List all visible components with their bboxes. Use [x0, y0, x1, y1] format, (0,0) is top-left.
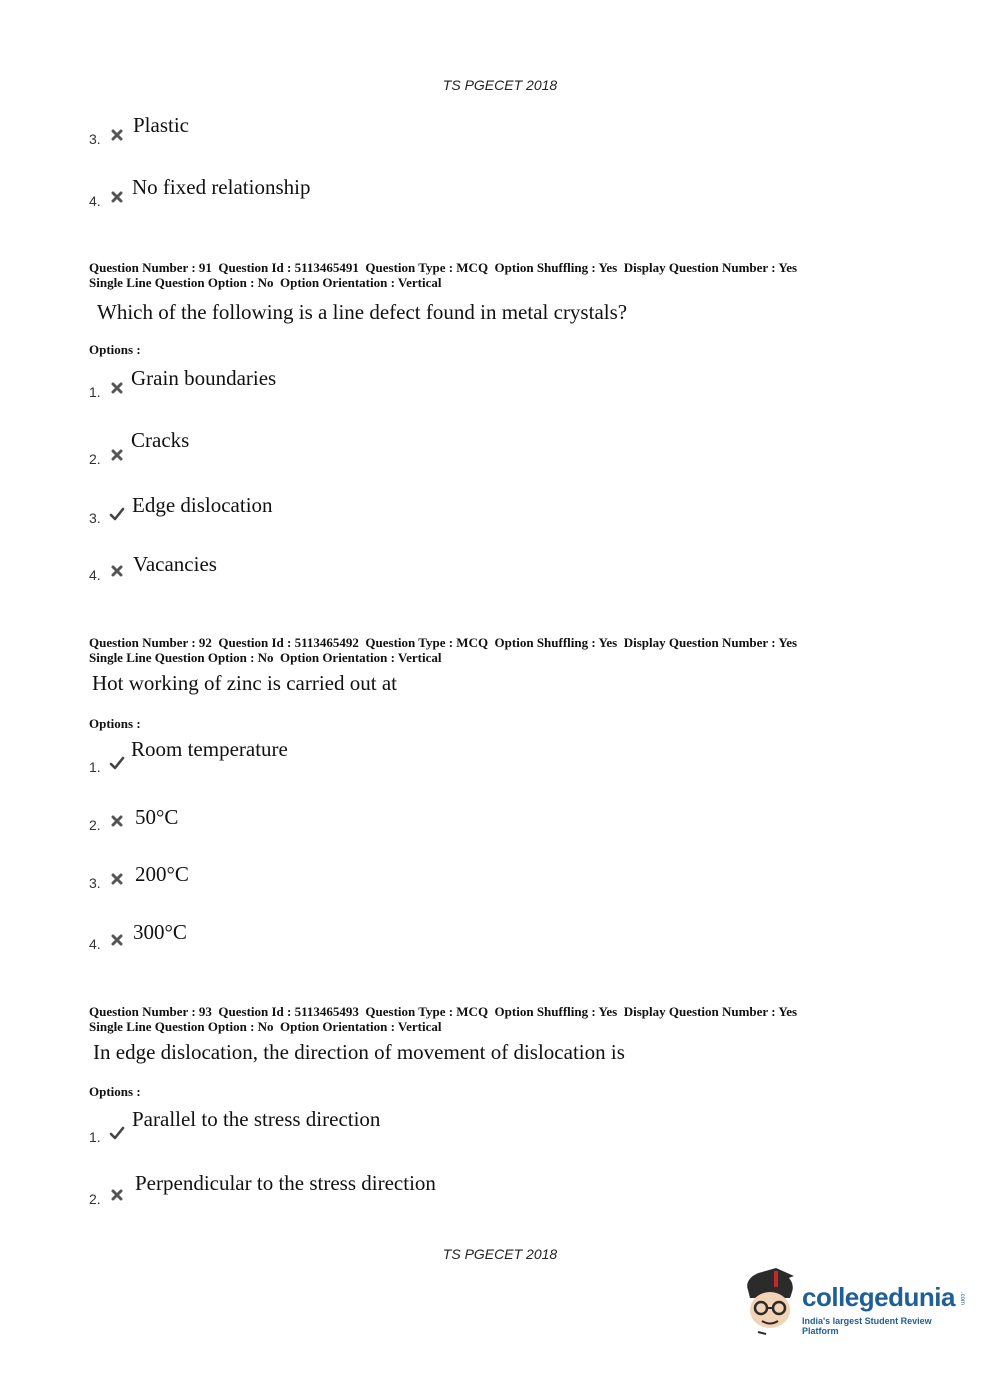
page-header: TS PGECET 2018 [442, 77, 558, 93]
option-item [0, 805, 700, 845]
question-meta-line2: Single Line Question Option : No Option Orientation : Vertical [89, 1019, 442, 1034]
option-text: Edge dislocation [132, 493, 273, 517]
option-number: 3. [89, 131, 101, 147]
question-text: Hot working of zinc is carried out at [92, 671, 397, 695]
option-item [0, 1107, 700, 1147]
cross-icon [109, 127, 125, 143]
option-number: 1. [89, 1129, 101, 1145]
option-text: Grain boundaries [131, 366, 277, 390]
mascot-icon [740, 1268, 802, 1340]
cross-icon [109, 380, 125, 396]
question-meta-line2: Single Line Question Option : No Option Orientation : Vertical [89, 650, 442, 665]
option-text: Parallel to the stress direction [132, 1107, 381, 1131]
option-item [0, 428, 700, 468]
cross-icon [109, 813, 125, 829]
option-text: No fixed relationship [132, 175, 311, 199]
option-number: 2. [89, 451, 101, 467]
logo-suffix: .com [959, 1292, 965, 1306]
question-meta-line1: Question Number : 91 Question Id : 5113465491 Question Type : MCQ Option Shuffling : Yes Display Question Number : Yes [89, 260, 798, 275]
cross-icon [109, 563, 125, 579]
check-icon [109, 506, 125, 522]
option-text: Vacancies [133, 552, 217, 576]
option-number: 2. [89, 817, 101, 833]
option-item [0, 1171, 700, 1211]
option-number: 1. [89, 384, 101, 400]
option-number: 2. [89, 1191, 101, 1207]
options-label: Options : [89, 342, 141, 357]
option-item [0, 737, 700, 777]
option-text: Room temperature [131, 737, 288, 761]
question-meta-line2: Single Line Question Option : No Option Orientation : Vertical [89, 275, 442, 290]
option-text: 300°C [133, 920, 187, 944]
option-number: 4. [89, 567, 101, 583]
option-text: Perpendicular to the stress direction [135, 1171, 436, 1195]
page-footer: TS PGECET 2018 [442, 1246, 558, 1262]
option-text: Cracks [131, 428, 190, 452]
option-text: 200°C [135, 862, 189, 886]
cross-icon [109, 447, 125, 463]
check-icon [109, 1125, 125, 1141]
logo-wordmark: collegedunia [802, 1282, 955, 1312]
question-meta [89, 1004, 797, 1034]
cross-icon [109, 871, 125, 887]
options-label: Options : [89, 716, 141, 731]
option-item [0, 113, 700, 153]
option-number: 3. [89, 875, 101, 891]
option-number: 3. [89, 510, 101, 526]
option-item [0, 366, 700, 406]
cross-icon [109, 1187, 125, 1203]
cross-icon [109, 932, 125, 948]
question-text: Which of the following is a line defect found in metal crystals? [97, 300, 628, 324]
option-item [0, 552, 700, 592]
option-number: 4. [89, 193, 101, 209]
option-item [0, 175, 700, 215]
option-item [0, 862, 700, 902]
collegedunia-logo [740, 1268, 970, 1340]
question-meta [89, 635, 797, 665]
question-meta-line1: Question Number : 92 Question Id : 5113465492 Question Type : MCQ Option Shuffling : Yes Display Question Number : Yes [89, 635, 798, 650]
options-label: Options : [89, 1084, 141, 1099]
option-number: 1. [89, 759, 101, 775]
cross-icon [109, 189, 125, 205]
question-text: In edge dislocation, the direction of movement of dislocation is [93, 1040, 625, 1064]
question-meta-line1: Question Number : 93 Question Id : 5113465493 Question Type : MCQ Option Shuffling : Yes Display Question Number : Yes [89, 1004, 798, 1019]
option-number: 4. [89, 936, 101, 952]
logo-tagline: India's largest Student Review Platform [802, 1316, 932, 1336]
option-item [0, 493, 700, 533]
check-icon [109, 755, 125, 771]
option-item [0, 920, 700, 960]
option-text: Plastic [133, 113, 189, 137]
question-meta [89, 260, 797, 290]
option-text: 50°C [135, 805, 179, 829]
